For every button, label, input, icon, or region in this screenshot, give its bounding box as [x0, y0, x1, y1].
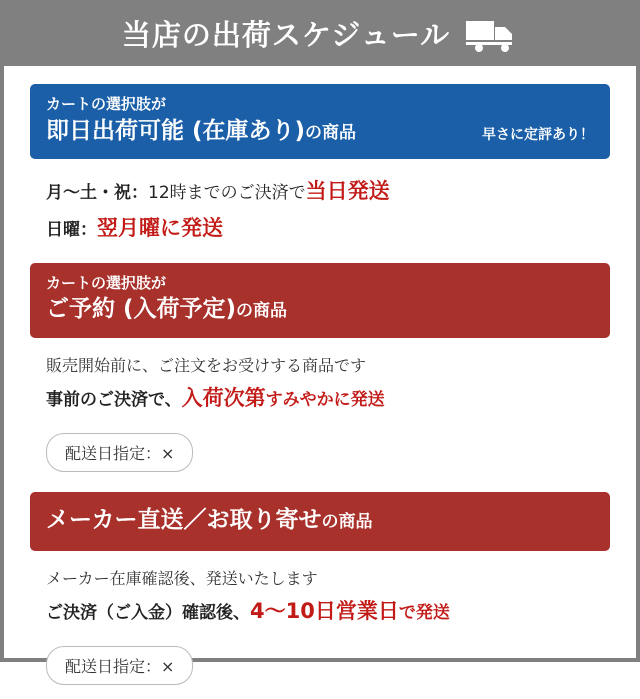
page-header [4, 4, 636, 66]
schedule-body [4, 66, 636, 699]
spacer-1 [30, 253, 610, 263]
section-maker-line-2 [46, 593, 596, 630]
section-reservation-banner [30, 263, 610, 338]
section-reservation-line-1: 販売開始前に、ご注文をお受けする商品です [46, 356, 367, 376]
section-immediate-banner-small: カートの選択肢が [46, 95, 167, 113]
section-immediate-line-1-mid: 12時までのご決済で [148, 183, 306, 204]
section-immediate-line-2-highlight: 翌月曜に発送 [97, 216, 223, 241]
section-immediate-line-2-label: 日曜： [46, 220, 97, 241]
section-immediate-text [30, 159, 610, 253]
section-immediate-banner-big-text: 即日出荷可能 (在庫あり) [46, 117, 306, 144]
spacer-2 [30, 476, 610, 492]
section-reservation-banner-big [46, 295, 594, 325]
section-reservation-line-2-tail: すみやかに発送 [265, 390, 385, 411]
section-reservation-delivery-date-pill: 配送日指定：× [46, 433, 193, 472]
section-immediate-banner-suffix: の商品 [305, 122, 357, 143]
section-reservation-line-2-label: 事前のご決済で、 [46, 390, 182, 411]
page-title: 当店の出荷スケジュール [121, 17, 451, 52]
section-maker-delivery-date-pill: 配送日指定：× [46, 646, 193, 685]
section-immediate-note: 早さに定評あり！ [482, 127, 594, 144]
delivery-truck-icon [466, 18, 518, 52]
section-maker-line-2-highlight: 4〜10日営業日 [250, 598, 399, 623]
section-reservation-banner-suffix: の商品 [236, 301, 288, 322]
section-maker-line-2-tail: で発送 [398, 602, 450, 623]
section-immediate-line-1 [46, 173, 596, 210]
section-maker-banner-suffix: の商品 [321, 512, 373, 533]
section-maker-line-1: メーカー在庫確認後、発送いたします [46, 568, 318, 588]
section-immediate-line-1-label: 月〜土・祝： [46, 183, 148, 204]
section-maker-banner-big-text: メーカー直送／お取り寄せ [46, 507, 322, 534]
section-immediate-line-1-highlight: 当日発送 [305, 179, 390, 204]
section-reservation-text [30, 338, 610, 423]
section-immediate-banner [30, 84, 610, 159]
section-immediate-line-2 [46, 210, 596, 247]
section-maker-banner-big [46, 506, 594, 536]
section-reservation-banner-small: カートの選択肢が [46, 273, 167, 292]
section-maker-line-2-label: ご決済（ご入金）確認後、 [46, 602, 250, 623]
section-reservation-line-2 [46, 380, 596, 417]
section-reservation-banner-big-text: ご予約 (入荷予定) [46, 296, 237, 323]
section-reservation-line-2-highlight: 入荷次第 [181, 386, 266, 411]
section-maker-banner [30, 492, 610, 551]
section-maker-text [30, 551, 610, 636]
